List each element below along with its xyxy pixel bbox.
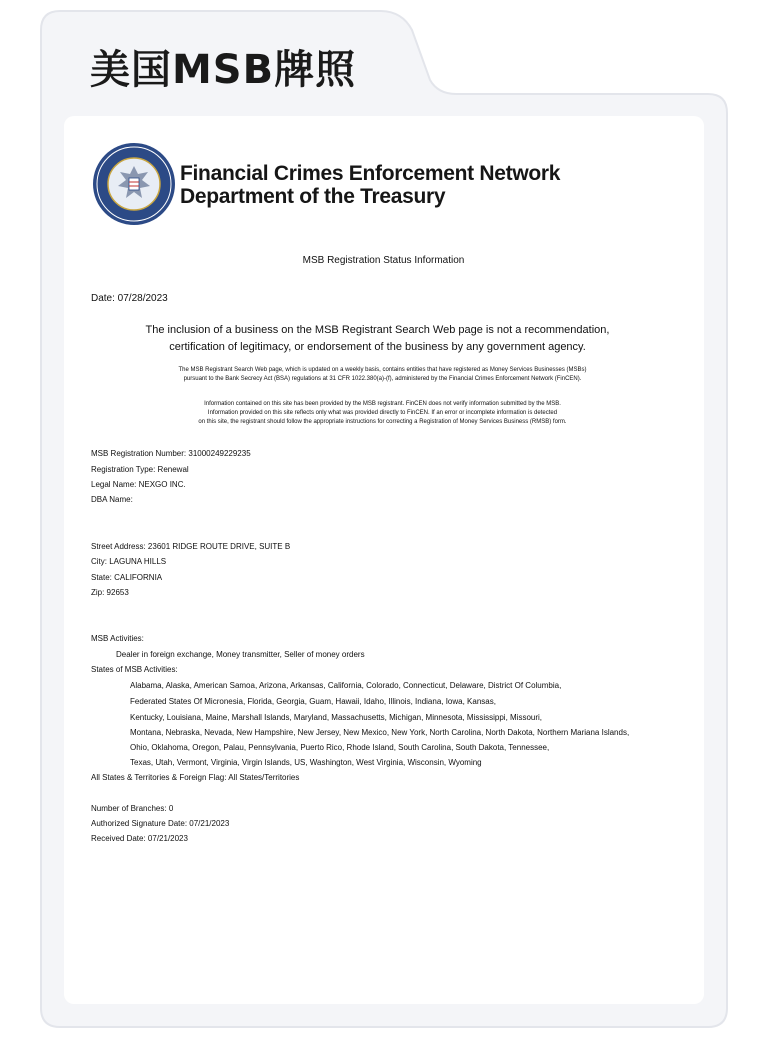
disclaimer-line: The MSB Registrant Search Web page, which is updated on a weekly basis, contains entities that have registered as Money Services Businesses (MSBs) [178,367,587,373]
disclaimer-line: on this site, the registrant should follow the appropriate instructions for correcting a Registration of Money Services Business (RMSB) form. [198,419,567,425]
treasury-seal-icon [92,142,176,226]
states-line: Alabama, Alaska, American Samoa, Arizona, Arkansas, California, Colorado, Connecticut, Delaware, District Of Columbia, [130,681,562,690]
document-date: Date: 07/28/2023 [91,293,168,304]
org-name-line-1: Financial Crimes Enforcement Network [180,162,561,185]
zip: Zip: 92653 [91,588,129,597]
disclaimer-main-line: certification of legitimacy, or endorsement of the business by any government agency. [169,341,586,353]
states-line: Ohio, Oklahoma, Oregon, Palau, Pennsylvania, Puerto Rico, Rhode Island, South Carolina, South Dakota, Tennessee, [130,743,550,752]
folder-title: 美国MSB牌照 [90,47,357,93]
msb-activities-label: MSB Activities: [91,634,144,643]
legal-name: Legal Name: NEXGO INC. [91,480,186,489]
disclaimer-information [95,400,670,427]
dba-name: DBA Name: [91,495,133,504]
states-line: Kentucky, Louisiana, Maine, Marshall Islands, Maryland, Massachusetts, Michigan, Minnesota, Mississippi, Missouri, [130,713,543,722]
disclaimer-line: Information contained on this site has been provided by the MSB registrant. FinCEN does not verify information submitted by the MSB. [204,401,561,407]
states-line: Montana, Nebraska, Nevada, New Hampshire, New Jersey, New Mexico, New York, North Carolina, North Dakota, Northern Mariana Islands, [130,728,630,737]
registration-type: Registration Type: Renewal [91,465,189,474]
states-line: Federated States Of Micronesia, Florida, Georgia, Guam, Hawaii, Idaho, Illinois, Indiana, Iowa, Kansas, [130,697,496,706]
msb-activities: Dealer in foreign exchange, Money transmitter, Seller of money orders [116,650,365,659]
states-label: States of MSB Activities: [91,665,178,674]
city: City: LAGUNA HILLS [91,557,167,566]
disclaimer-line: pursuant to the Bank Secrecy Act (BSA) regulations at 31 CFR 1022.380(a)-(f), administered by the Financial Crimes Enforcement Network (FinCEN). [183,376,582,382]
all-states-flag: All States & Territories & Foreign Flag: All States/Territories [91,773,300,782]
states-line: Texas, Utah, Vermont, Virginia, Virgin Islands, US, Washington, West Virginia, Wisconsin, Wyoming [130,758,482,767]
street-address: Street Address: 23601 RIDGE ROUTE DRIVE, SUITE B [91,542,291,551]
branches: Number of Branches: 0 [91,804,174,813]
registration-number: MSB Registration Number: 31000249229235 [91,449,251,458]
received-date: Received Date: 07/21/2023 [91,834,188,843]
disclaimer-search-page [95,366,670,384]
disclaimer-main-line: The inclusion of a business on the MSB Registrant Search Web page is not a recommendation, [145,324,610,336]
disclaimer-line: Information provided on this site reflects only what was provided directly to FinCEN. If an error or incomplete information is detected [207,410,558,416]
authorized-date: Authorized Signature Date: 07/21/2023 [91,819,230,828]
org-name-line-2: Department of the Treasury [180,185,446,208]
state: State: CALIFORNIA [91,573,163,582]
disclaimer-main [110,322,645,356]
document-title: MSB Registration Status Information [302,255,465,266]
